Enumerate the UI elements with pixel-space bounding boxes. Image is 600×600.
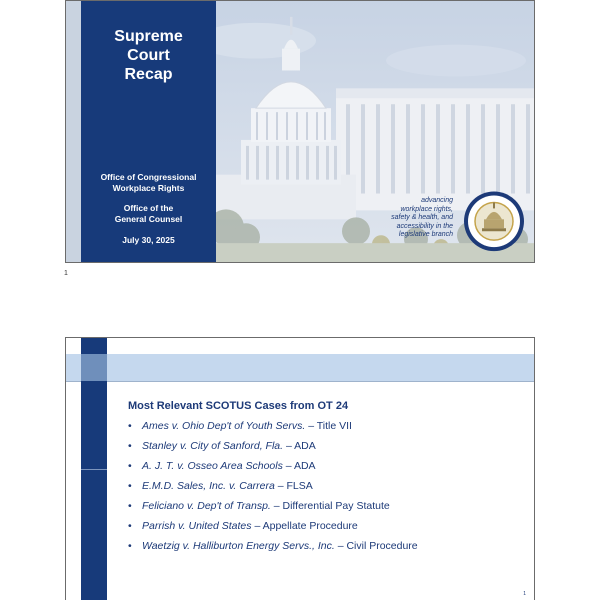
- list-item: [128, 439, 418, 459]
- counsel-name: [81, 203, 216, 225]
- tagline-line: advancing: [421, 197, 453, 204]
- office-name: [81, 172, 216, 194]
- bullet-icon: •: [128, 460, 132, 472]
- title-line: Supreme: [114, 28, 183, 45]
- case-name: Stanley v. City of Sanford, Fla.: [142, 440, 284, 452]
- header-band: [66, 354, 534, 382]
- case-name: A. J. T. v. Osseo Area Schools: [142, 460, 283, 472]
- bullet-icon: •: [128, 500, 132, 512]
- case-topic: – FLSA: [274, 480, 313, 492]
- tagline-line: workplace rights,: [400, 205, 453, 213]
- case-topic: – ADA: [283, 440, 316, 452]
- case-name: E.M.D. Sales, Inc. v. Carrera: [142, 480, 275, 492]
- office-line: Workplace Rights: [112, 183, 185, 193]
- case-name: Feliciano v. Dep't of Transp.: [142, 500, 271, 512]
- case-topic: – Appellate Procedure: [251, 520, 358, 532]
- bullet-icon: •: [128, 520, 132, 532]
- list-item: [128, 519, 418, 539]
- presentation-date: July 30, 2025: [122, 235, 175, 245]
- case-topic: – Differential Pay Statute: [270, 500, 390, 512]
- cases-slide: [65, 337, 535, 600]
- slide-number: 1: [523, 591, 526, 597]
- page-number: 1: [64, 270, 68, 277]
- list-item: [128, 539, 418, 559]
- title-panel: [81, 1, 216, 262]
- case-name: Ames v. Ohio Dep't of Youth Servs.: [142, 420, 306, 432]
- office-line: Office of Congressional: [100, 172, 197, 182]
- list-item: [128, 459, 418, 479]
- bullet-icon: •: [128, 540, 132, 552]
- bullet-icon: •: [128, 420, 132, 432]
- bullet-icon: •: [128, 440, 132, 452]
- ocwr-seal-icon: [464, 192, 524, 252]
- tagline-line: accessibility in the: [396, 222, 453, 230]
- case-topic: – ADA: [282, 460, 316, 472]
- slide-heading: Most Relevant SCOTUS Cases from OT 24: [128, 400, 349, 412]
- tagline: [369, 197, 453, 240]
- counsel-line: Office of the: [123, 203, 174, 213]
- bullet-icon: •: [128, 480, 132, 492]
- title-line: Court: [127, 47, 170, 64]
- case-topic: – Title VII: [305, 420, 352, 432]
- case-name: Parrish v. United States: [142, 520, 252, 532]
- accent-bar-highlight: [81, 354, 107, 381]
- list-item: [128, 499, 418, 519]
- presentation-title: [81, 27, 216, 84]
- tagline-line: legislative branch: [398, 231, 453, 238]
- case-list: [128, 419, 418, 559]
- title-line: Recap: [124, 66, 173, 83]
- case-topic: – Civil Procedure: [334, 540, 418, 552]
- accent-bar-divider: [81, 469, 107, 470]
- case-name: Waetzig v. Halliburton Energy Servs., Inc.: [142, 540, 335, 552]
- counsel-line: General Counsel: [114, 214, 183, 224]
- list-item: [128, 479, 418, 499]
- tagline-line: safety & health, and: [391, 214, 453, 221]
- title-slide: [65, 0, 535, 263]
- list-item: [128, 419, 418, 439]
- left-accent-strip: [66, 1, 81, 262]
